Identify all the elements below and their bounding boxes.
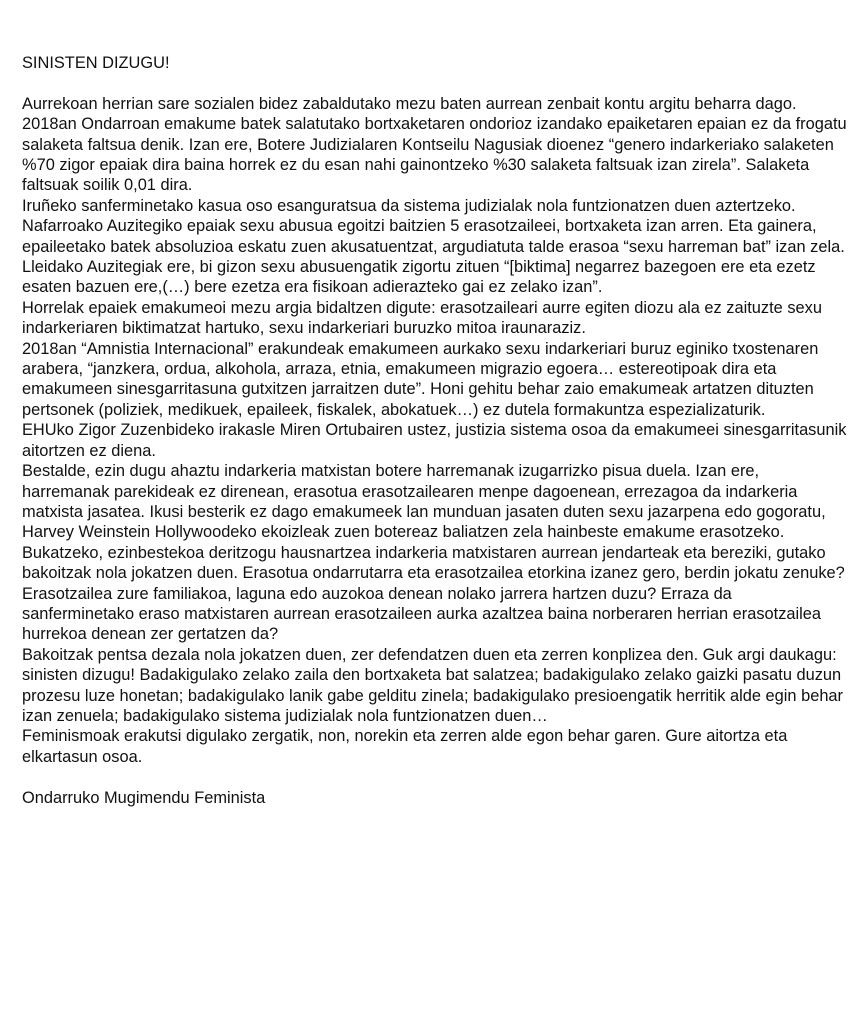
document: [22, 53, 847, 808]
paragraph: EHUko Zigor Zuzenbideko irakasle Miren Ortubairen ustez, justizia sistema osoa da emakumeei sinesgarritasunik aitortzen ez diena.: [22, 421, 847, 460]
paragraph: 2018an “Amnistia Internacional” erakundeak emakumeen aurkako sexu indarkeriari buruz eginiko txostenaren arabera, “janzkera, ordua, alkohola, arraza, etnia, emakumeen migrazio egoera… estereotipoak dira eta emakumeen sinesgarritasuna gutxitzen jarraitzen dute”. Honi gehitu behar zaio emakumeak artatzen dituzten pertsonek (poliziek, medikuek, epaileek, fiskalek, abokatuek…) ez dutela formakuntza espezializaturik.: [22, 339, 819, 419]
paragraph: Bestalde, ezin dugu ahaztu indarkeria matxistan botere harremanak izugarrizko pisua duela. Izan ere, harremanak parekideak ez direnean, erasotua erasotzailearen menpe dagoenean, errezagoa da indarkeria matxista jasatea. Ikusi besterik ez dago emakumeek lan munduan jasaten duten sexu jazarpena edo gogoratu, Harvey Weinstein Hollywoodeko ekoizleak zuen botereaz baliatzen zela hainbeste emakume erasotzeko.: [22, 462, 826, 542]
paragraph: Bukatzeko, ezinbestekoa deritzogu hausnartzea indarkeria matxistaren aurrean jendarteak eta bereziki, gutako bakoitzak nola jokatzen duen. Erasotua ondarrutarra eta erasotzailea etorkina izanez gero, berdin jokatu zenuke? Erasotzailea zure familiakoa, laguna edo auzokoa denean nolako jarrera hartzen duzu? Erraza da sanferminetako eraso matxistaren aurrean erasotzaileen aurka azaltzea baina norberaren herrian erasotzailea hurrekoa denean zer gertatzen da?: [22, 543, 845, 644]
document-body: [22, 94, 847, 767]
paragraph: Horrelak epaiek emakumeoi mezu argia bidaltzen digute: erasotzaileari aurre egiten diozu ala ez zaituzte sexu indarkeriaren biktimatzat hartuko, sexu indarkeriari buruzko mitoa iraunaraziz.: [22, 298, 822, 338]
document-title: SINISTEN DIZUGU!: [22, 54, 170, 72]
paragraph: Aurrekoan herrian sare sozialen bidez zabaldutako mezu baten aurrean zenbait kontu argitu beharra dago.: [22, 94, 797, 113]
paragraph: Bakoitzak pentsa dezala nola jokatzen duen, zer defendatzen duen eta zerren konplizea den. Guk argi daukagu: sinisten dizugu! Badakigulako zelako zaila den bortxaketa bat salatzea; badakigulako zelako gaizki pasatu duzun prozesu luze honetan; badakigulako lanik gabe gelditu zinela; badakigulako presioengatik herritik alde egin behar izan zenuela; badakigulako sistema judizialak nola funtzionatzen duen…: [22, 645, 844, 725]
paragraph: Feminismoak erakutsi digulako zergatik, non, norekin eta zerren alde egon behar garen. Gure aitortza eta elkartasun osoa.: [22, 727, 788, 766]
signature: Ondarruko Mugimendu Feminista: [22, 788, 266, 807]
paragraph: Iruñeko sanferminetako kasua oso esanguratsua da sistema judizialak nola funtzionatzen duen aztertzeko. Nafarroako Auzitegiko epaiak sexu abusua egoitzi baitzien 5 erasotzaileei, bortxaketa izan arren. Eta gainera, epaileetako batek absoluzioa eskatu zuen akusatuentzat, argudiatuta talde erasoa “sexu harreman bat” izan zela. Lleidako Auzitegiak ere, bi gizon sexu abusuengatik zigortu zituen “[biktima] negarrez bazegoen ere eta ezetz esaten bazuen ere,(…) bere ezetza era fisikoan adierazteko gai ez zelako izan”.: [22, 196, 845, 297]
paragraph: 2018an Ondarroan emakume batek salatutako bortxaketaren ondorioz izandako epaiketaren epaian ez da frogatu salaketa faltsua denik. Izan ere, Botere Judizialaren Kontseilu Nagusiak dioenez “genero indarkeriako salaketen %70 zigor epaiak dira baina horrek ez du esan nahi gainontzeko %30 salaketa faltsuak izan zirela”. Salaketa faltsuak soilik 0,01 dira.: [22, 115, 847, 195]
